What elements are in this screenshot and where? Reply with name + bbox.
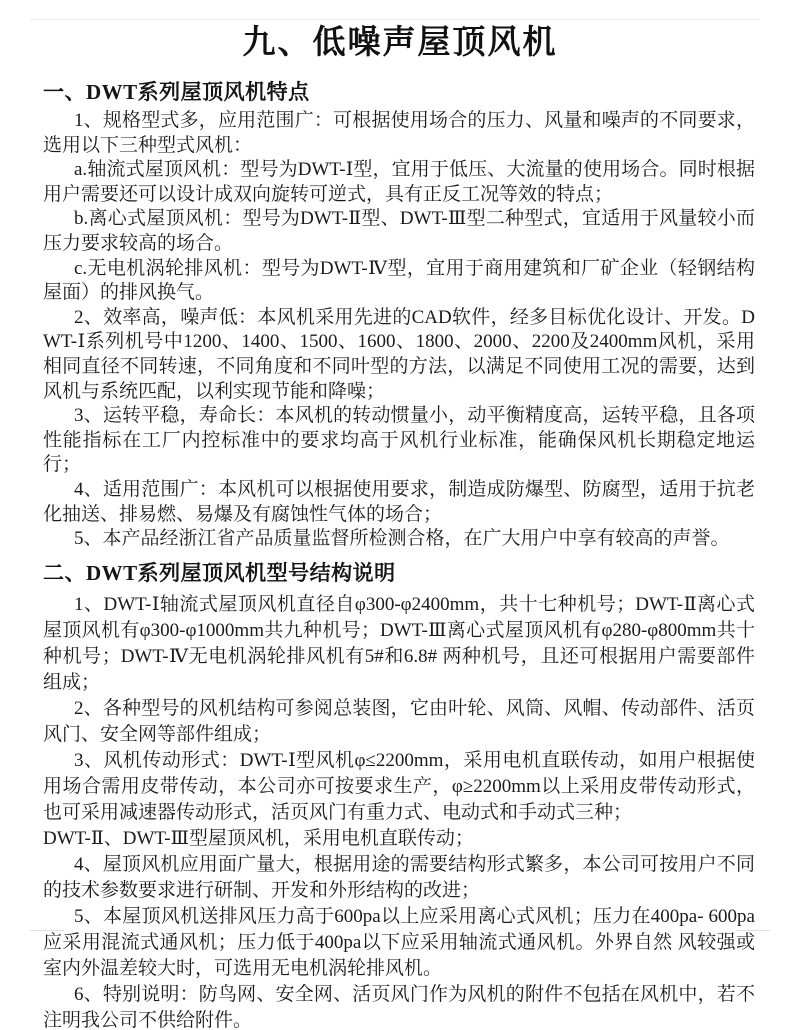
paragraph-features-5: 5、本产品经浙江省产品质量监督所检测合格，在广大用户中享有较高的声誉。 bbox=[74, 528, 730, 550]
paragraph-structure-1: 1、DWT-Ⅰ轴流式屋顶风机直径自φ300-φ2400mm，共十七种机号；DWT-Ⅱ离心式屋顶风机有φ300-φ1000mm共九种机号；DWT-Ⅲ离心式屋顶风机有φ280-φ800mm共十种机号；DWT-Ⅳ无电机涡轮排风机有5#和6.8# 两种机号，且还可根据用户需要部件组成； bbox=[43, 593, 755, 693]
paragraph-structure-6: 6、特别说明：防鸟网、安全网、活页风门作为风机的附件不包括在风机中，若不注明我公司不供给附件。 bbox=[43, 983, 755, 1030]
section-1-heading: 一、DWT系列屋顶风机特点 bbox=[43, 80, 310, 104]
paragraph-features-3: 3、运转平稳，寿命长：本风机的转动惯量小，动平衡精度高，运转平稳，且各项性能指标在工厂内控标准中的要求均高于风机行业标准，能确保风机长期稳定地运行； bbox=[43, 405, 755, 476]
page-break-mark-left bbox=[30, 930, 64, 931]
document-content bbox=[0, 79, 800, 1030]
section-2-heading: 二、DWT系列屋顶风机型号结构说明 bbox=[43, 560, 396, 585]
paragraph-structure-3-cont: DWT-Ⅱ、DWT-Ⅲ型屋顶风机，采用电机直联传动； bbox=[43, 827, 474, 849]
paragraph-structure-4: 4、屋顶风机应用面广量大，根据用途的需要结构形式繁多，本公司可按用户不同的技术参数要求进行研制、开发和外形结构的改进； bbox=[43, 853, 755, 901]
page-top-divider bbox=[30, 19, 760, 20]
paragraph-features-b: b.离心式屋顶风机：型号为DWT-Ⅱ型、DWT-Ⅲ型二种型式，宜适用于风量较小而压力要求较高的场合。 bbox=[43, 208, 755, 254]
paragraph-structure-5: 5、本屋顶风机送排风压力高于600pa以上应采用离心式风机；压力在400pa- 600pa应采用混流式通风机；压力低于400pa以下应采用轴流式通风机。外界自然 风较强或室内外温差较大时，可选用无电机涡轮排风机。 bbox=[43, 905, 755, 979]
paragraph-features-4: 4、适用范围广：本风机可以根据使用要求，制造成防爆型、防腐型，适用于抗老化抽送、排易燃、易爆及有腐蚀性气体的场合； bbox=[43, 478, 755, 525]
page-break-mark-right bbox=[736, 930, 770, 931]
paragraph-features-2: 2、效率高，噪声低：本风机采用先进的CAD软件，经多目标优化设计、开发。DWT-Ⅰ系列机号中1200、1400、1500、1600、1800、2000、2200及2400mm风机，采用相同直径不同转速，不同角度和不同叶型的方法，以满足不同使用工况的需要，达到风机与系统匹配，以利实现节能和降噪； bbox=[43, 306, 755, 402]
paragraph-features-c: c.无电机涡轮排风机：型号为DWT-Ⅳ型，宜用于商用建筑和厂矿企业（轻钢结构屋面）的排风换气。 bbox=[43, 257, 755, 304]
paragraph-structure-2: 2、各种型号的风机结构可参阅总装图，它由叶轮、风筒、风帽、传动部件、活页风门、安全网等部件组成； bbox=[43, 697, 755, 745]
paragraph-structure-3: 3、风机传动形式：DWT-Ⅰ型风机φ≤2200mm，采用电机直联传动，如用户根据使用场合需用皮带传动，本公司亦可按要求生产，φ≥2200mm以上采用皮带传动形式，也可采用减速器传动形式，活页风门有重力式、电动式和手动式三种； bbox=[43, 749, 755, 823]
page-title: 九、低噪声屋顶风机 bbox=[242, 25, 558, 61]
paragraph-features-1: 1、规格型式多，应用范围广：可根据使用场合的压力、风量和噪声的不同要求，选用以下三种型式风机： bbox=[43, 110, 755, 156]
paragraph-features-a: a.轴流式屋顶风机：型号为DWT-Ⅰ型，宜用于低压、大流量的使用场合。同时根据用户需要还可以设计成双向旋转可逆式，具有正反工况等效的特点； bbox=[43, 159, 755, 205]
